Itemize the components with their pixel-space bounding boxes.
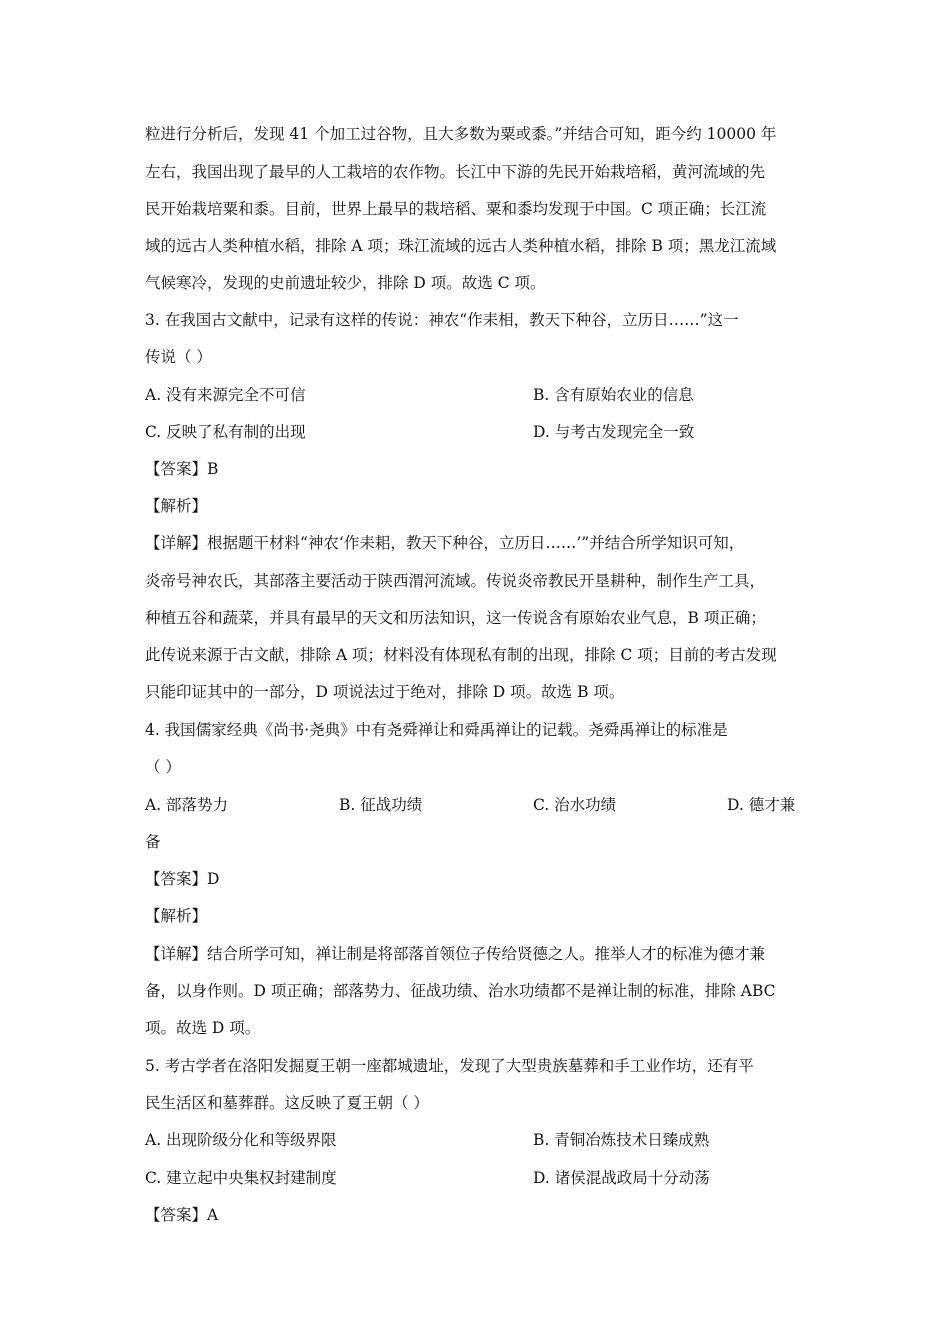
q4-option-d: D. 德才兼 <box>727 796 796 814</box>
q5-option-c: C. 建立起中央集权封建制度 <box>145 1169 337 1187</box>
q4-detail-line: 备，以身作则。D 项正确；部落势力、征战功绩、治水功绩都不是禅让制的标准，排除 ABC <box>145 982 776 1000</box>
intro-line: 左右，我国出现了最早的人工栽培的农作物。长江中下游的先民开始栽培稻，黄河流域的先 <box>145 163 766 181</box>
q3-analysis-label: 【解析】 <box>145 497 208 515</box>
intro-line: 粒进行分析后，发现 41 个加工过谷物，且大多数为粟或黍。”并结合可知，距今约 10000 年 <box>145 125 777 143</box>
question-3-stem: 传说（ ） <box>145 348 212 366</box>
q3-option-d: D. 与考古发现完全一致 <box>533 423 695 441</box>
q5-option-d: D. 诸侯混战政局十分动荡 <box>533 1169 710 1187</box>
q3-detail-line: 炎帝号神农氏，其部落主要活动于陕西渭河流域。传说炎帝教民开垦耕种，制作生产工具， <box>145 572 766 590</box>
question-5-stem: 民生活区和墓葬群。这反映了夏王朝（ ） <box>145 1094 429 1112</box>
intro-line: 域的远古人类种植水稻，排除 A 项；珠江流域的远古人类种植水稻，排除 B 项；黑龙江流域 <box>145 237 777 255</box>
q4-option-d-continued: 备 <box>145 833 161 851</box>
q3-detail-line: 【详解】根据题干材料“神农‘作耒耜，教天下种谷，立历日……’”并结合所学知识可知， <box>145 534 745 552</box>
q5-option-a: A. 出现阶级分化和等级界限 <box>145 1131 337 1149</box>
q3-detail-line: 此传说来源于古文献，排除 A 项；材料没有体现私有制的出现，排除 C 项；目前的考古发现 <box>145 646 777 664</box>
q5-answer: 【答案】A <box>145 1206 219 1224</box>
q4-analysis-label: 【解析】 <box>145 907 208 925</box>
q4-option-a: A. 部落势力 <box>145 796 229 814</box>
question-4-stem: （ ） <box>145 758 181 776</box>
q4-detail-line: 【详解】结合所学可知，禅让制是将部落首领位子传给贤德之人。推举人才的标准为德才兼 <box>145 945 766 963</box>
q3-answer: 【答案】B <box>145 460 219 478</box>
question-5-stem: 5. 考古学者在洛阳发掘夏王朝一座都城遗址，发现了大型贵族墓葬和手工业作坊，还有平 <box>145 1057 754 1075</box>
q3-option-a: A. 没有来源完全不可信 <box>145 386 306 404</box>
q3-option-b: B. 含有原始农业的信息 <box>533 386 694 404</box>
q4-option-c: C. 治水功绩 <box>533 796 617 814</box>
question-4-stem: 4. 我国儒家经典《尚书·尧典》中有尧舜禅让和舜禹禅让的记载。尧舜禹禅让的标准是 <box>145 721 728 739</box>
q5-option-b: B. 青铜冶炼技术日臻成熟 <box>533 1131 710 1149</box>
q4-detail-line: 项。故选 D 项。 <box>145 1019 261 1037</box>
q3-option-c: C. 反映了私有制的出现 <box>145 423 306 441</box>
intro-line: 民开始栽培粟和黍。目前，世界上最早的栽培稻、粟和黍均发现于中国。C 项正确；长江流 <box>145 200 767 218</box>
q4-answer: 【答案】D <box>145 870 220 888</box>
intro-line: 气候寒冷，发现的史前遗址较少，排除 D 项。故选 C 项。 <box>145 274 546 292</box>
q3-detail-line: 种植五谷和蔬菜，并具有最早的天文和历法知识，这一传说含有原始农业气息，B 项正确； <box>145 609 766 627</box>
q3-detail-line: 只能印证其中的一部分，D 项说法过于绝对，排除 D 项。故选 B 项。 <box>145 683 625 701</box>
question-3-stem: 3. 在我国古文献中，记录有这样的传说：神农“作耒相，教天下种谷，立历日……”这一 <box>145 311 739 329</box>
q4-option-b: B. 征战功绩 <box>339 796 423 814</box>
